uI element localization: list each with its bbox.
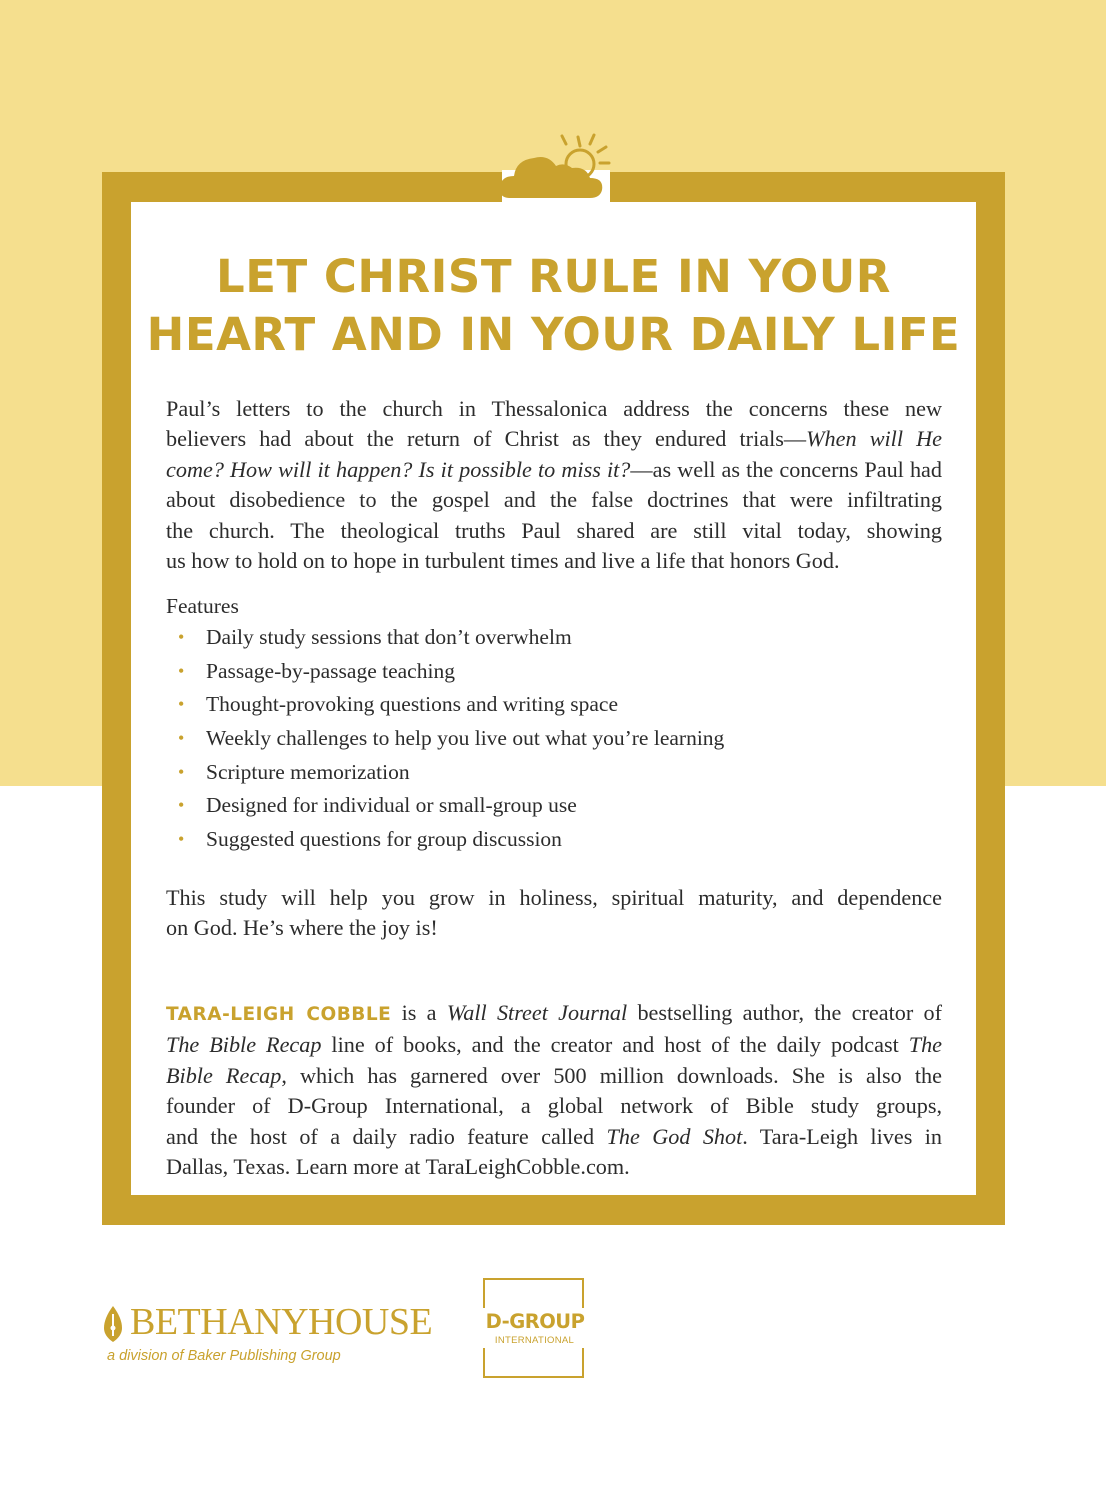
pen-nib-icon <box>100 1304 126 1344</box>
partner-subtitle: INTERNATIONAL <box>494 1335 575 1346</box>
list-item: • Designed for individual or small-group use <box>178 790 724 824</box>
bio-line: TARA-LEIGH COBBLE is a Wall Street Journal bestselling author, the creator of <box>166 1000 942 1025</box>
intro-line: about disobedience to the gospel and the false doctrines that were infiltrating <box>166 487 942 513</box>
cloud-sun-icon <box>494 130 618 202</box>
publisher-tagline: a division of Baker Publishing Group <box>107 1348 341 1364</box>
bio-line: The Bible Recap line of books, and the creator and host of the daily podcast The <box>166 1032 943 1058</box>
bullet-icon: • <box>178 795 185 816</box>
features-title: Features <box>166 594 239 618</box>
intro-paragraph <box>166 394 942 576</box>
bullet-icon: • <box>178 728 185 749</box>
bio-line: Bible Recap, which has garnered over 500 million downloads. She is also the <box>166 1062 942 1088</box>
author-bio <box>166 998 942 1182</box>
d-group-logo <box>483 1278 586 1380</box>
list-item: • Passage-by-passage teaching <box>178 656 724 690</box>
intro-line: believers had about the return of Christ as they endured trials—When will He <box>166 426 942 452</box>
features-list <box>178 622 724 858</box>
list-item: • Scripture memorization <box>178 757 724 791</box>
headline <box>131 248 976 364</box>
intro-line: Paul’s letters to the church in Thessalonica address the concerns these new <box>166 396 942 421</box>
intro-line: the church. The theological truths Paul shared are still vital today, showing <box>166 517 942 543</box>
intro-line: come? How will it happen? Is it possible to miss it?—as well as the concerns Paul had <box>166 456 942 482</box>
intro-line: us how to hold on to hope in turbulent times and live a life that honors God. <box>166 548 840 574</box>
bethany-house-logo <box>100 1300 445 1370</box>
bullet-icon: • <box>178 694 185 715</box>
bio-line: founder of D-Group International, a global network of Bible study groups, <box>166 1093 942 1119</box>
list-item: • Daily study sessions that don’t overwhelm <box>178 622 724 656</box>
closing-line: on God. He’s where the joy is! <box>166 915 438 941</box>
partner-name: D-GROUP <box>485 1310 585 1333</box>
bio-line: Dallas, Texas. Learn more at TaraLeighCobble.com. <box>166 1154 630 1180</box>
bullet-icon: • <box>178 660 185 681</box>
bullet-icon: • <box>178 829 185 850</box>
bullet-icon: • <box>178 627 185 647</box>
closing-paragraph <box>166 883 942 944</box>
headline-line-2: HEART AND IN YOUR DAILY LIFE <box>146 308 961 361</box>
author-name: TARA-LEIGH COBBLE <box>166 1004 392 1025</box>
bullet-icon: • <box>178 761 185 782</box>
headline-line-1: LET CHRIST RULE IN YOUR <box>216 250 891 303</box>
list-item: • Weekly challenges to help you live out what you’re learning <box>178 723 724 757</box>
publisher-name: BETHANYHOUSE <box>130 1301 433 1343</box>
list-item: • Thought-provoking questions and writing space <box>178 689 724 723</box>
bio-line: and the host of a daily radio feature called The God Shot. Tara-Leigh lives in <box>166 1123 942 1149</box>
closing-line: This study will help you grow in holiness, spiritual maturity, and dependence <box>166 885 942 910</box>
list-item: • Suggested questions for group discussion <box>178 824 724 858</box>
